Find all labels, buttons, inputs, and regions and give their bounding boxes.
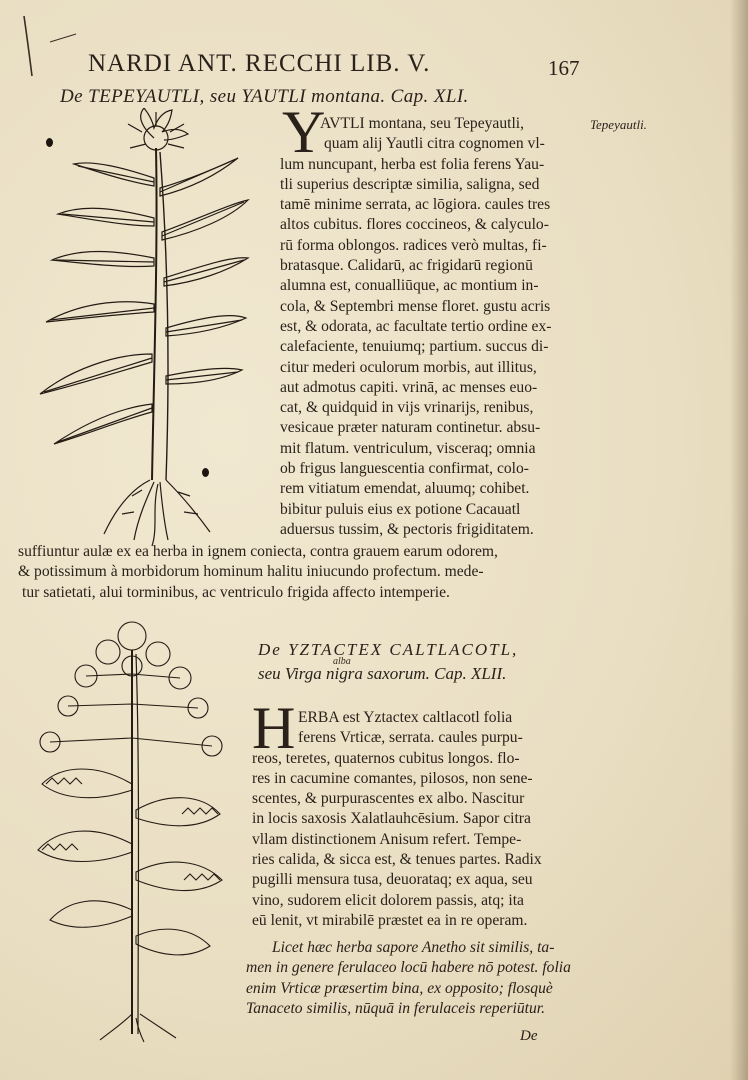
dropcap-y: Y [282,99,326,165]
chapter-41-text-column [280,114,580,540]
text-line: tli superius descriptæ similia, saligna, sed [280,175,540,193]
text-line: vino, sudorem elicit dolorem passis, atq; ita [252,891,524,909]
catchword: De [520,1028,538,1044]
text-line: est, & odorata, ac facultate tertio ordine ex- [280,317,552,335]
text-line: vesicaue præter naturam continetur. absu- [280,419,541,437]
text-line: men in genere ferulaceo locū habere nō potest. folia [246,959,571,977]
text-line: aut admotus capiti. vrinā, ac menses euo- [280,378,538,396]
page-gutter-shadow [730,0,748,1080]
chapter-41-full-width-text [18,542,578,603]
margin-note-tepeyautli: Tepeyautli. [590,117,647,132]
text-line: quam alij Yautli citra cognomen vl- [324,135,545,153]
text-line: aduersus tussim, & pectoris frigiditatem. [280,520,534,538]
text-line: cat, & quidquid in vijs vrinarijs, renibus, [280,399,534,417]
text-line: tur satietati, alui torminibus, ac ventriculo frigida affecto intemperie. [22,583,450,601]
text-line: scentes, & purpurascentes ex albo. Nascitur [252,790,525,808]
text-line: Tanaceto similis, nūquā in ferulaceis reperiūtur. [246,999,546,1017]
chapter-42-annotation-italic [246,938,576,1019]
chapter-42-heading-line1: De YZTACTEX CALTLACOTL, [258,640,519,659]
text-line: AVTLI montana, seu Tepeyautli, [320,115,525,132]
text-line: in locis saxosis Xalatlauhcēsium. Sapor citra [252,810,531,828]
interlinear-annotation: alba [333,656,351,667]
chapter-42-text-column [252,708,578,931]
tepeyautli-plant-illustration [34,108,264,548]
text-line: citur mederi oculorum morbis, aut illitus, [280,358,537,376]
text-line: altos cubitus. flores coccineos, & calyculo- [280,216,549,234]
text-line: suffiuntur aulæ ex ea herba in ignem coniecta, contra grauem earum odorem, [18,543,498,560]
text-line: rem vitiatum emendat, aluumq; cohibet. [280,480,530,498]
text-line: ferens Vrticæ, serrata. caules purpu- [298,729,523,747]
text-line: mit flatum. ventriculum, visceraq; omnia [280,439,536,457]
text-line: ob frigus languescentia confirmat, colo- [280,460,529,478]
text-line: alumna est, conualliūque, ac montium in- [280,277,539,295]
text-line: eū lenit, vt mirabilē præstet ea in re operam. [252,911,528,929]
text-line: Licet hæc herba sapore Anetho sit similis, ta- [272,939,555,956]
yztactex-plant-illustration [28,614,238,1044]
text-line: ries calida, & sicca est, & tenues partes. Radix [252,851,542,869]
text-line: enim Vrticæ præsertim bina, ex opposito; flosquè [246,979,553,997]
page-number: 167 [548,56,580,80]
text-line: pugilli mensura tusa, deuorataq; ex aqua, seu [252,871,533,889]
chapter-41-heading: De TEPEYAUTLI, seu YAUTLI montana. Cap. XLI. [60,86,469,107]
chapter-42-heading-line2: seu Virga nigra saxorum. Cap. XLII. [258,664,507,683]
text-line: bibitur puluis eius ex potione Cacauatl [280,500,521,518]
text-line: res in cacumine comantes, pilosos, non sene- [252,769,533,787]
corner-pen-mark [10,14,80,84]
text-line: bratasque. Calidarū, ac frigidarū regionū [280,257,533,275]
dropcap-h: H [252,695,296,761]
text-line: vllam distinctionem Anisum refert. Tempe- [252,830,522,848]
text-line: calefaciente, tenuiumq; partium. succus di- [280,338,549,356]
text-line: ERBA est Yztactex caltlacotl folia [298,709,513,726]
running-head: NARDI ANT. RECCHI LIB. V. [88,50,431,77]
text-line: cola, & Septembri mense floret. gustu acris [280,297,551,315]
text-line: reos, teretes, quaternos cubitus longos. flo- [252,749,520,767]
ink-dot-1 [46,138,53,147]
ink-dot-2 [202,468,209,477]
text-line: lum nuncupant, herba est folia ferens Yau- [280,155,545,173]
text-line: rū forma oblongos. radices verò multas, fi- [280,236,547,254]
text-line: tamē minime serrata, ac lōgiora. caules tres [280,196,551,214]
text-line: & potissimum à morbidorum hominum halitu iniucundo profectum. mede- [18,563,484,581]
